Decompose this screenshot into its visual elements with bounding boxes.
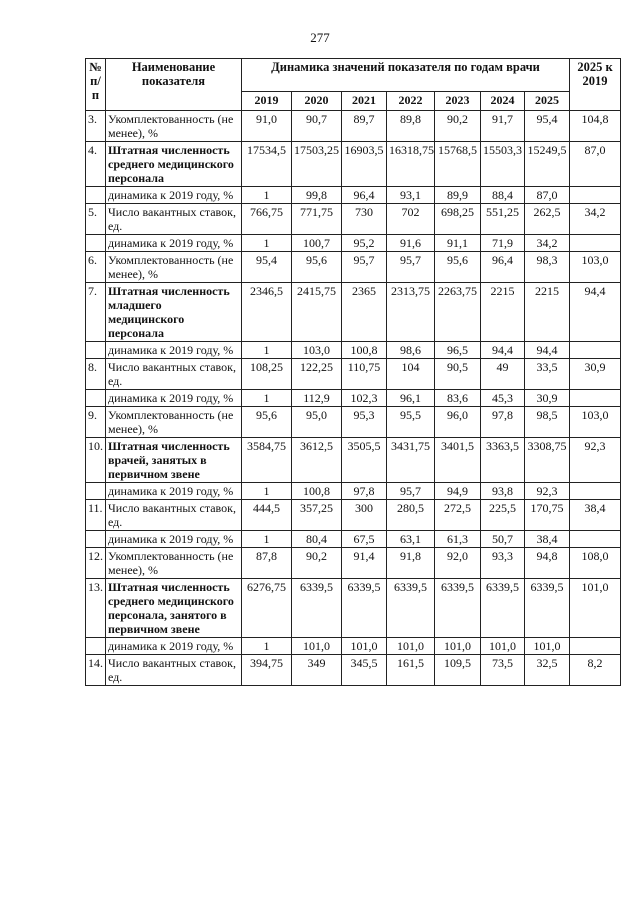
value-cell: 101,0 <box>435 638 481 655</box>
value-cell: 6339,5 <box>525 579 570 638</box>
value-cell: 3401,5 <box>435 438 481 483</box>
row-number: 5. <box>86 204 106 235</box>
value-cell: 100,8 <box>342 342 387 359</box>
ratio-2025-to-2019: 30,9 <box>570 359 621 390</box>
value-cell: 50,7 <box>481 531 525 548</box>
value-cell: 349 <box>292 655 342 686</box>
value-cell: 702 <box>387 204 435 235</box>
value-cell: 15503,3 <box>481 142 525 187</box>
ratio-2025-to-2019: 101,0 <box>570 579 621 638</box>
ratio-2025-to-2019: 38,4 <box>570 500 621 531</box>
value-cell: 99,8 <box>292 187 342 204</box>
indicator-name: динамика к 2019 году, % <box>106 483 242 500</box>
indicator-name: Штатная численность младшего медицинского персонала <box>106 283 242 342</box>
value-cell: 6339,5 <box>481 579 525 638</box>
row-number <box>86 342 106 359</box>
value-cell: 1 <box>242 390 292 407</box>
row-number: 7. <box>86 283 106 342</box>
value-cell: 16903,5 <box>342 142 387 187</box>
value-cell: 97,8 <box>342 483 387 500</box>
value-cell: 17503,25 <box>292 142 342 187</box>
table-body <box>86 111 621 686</box>
value-cell: 3505,5 <box>342 438 387 483</box>
page-number: 277 <box>310 30 330 45</box>
value-cell: 2215 <box>481 283 525 342</box>
table-row <box>86 187 621 204</box>
value-cell: 90,7 <box>292 111 342 142</box>
table-row <box>86 111 621 142</box>
value-cell: 45,3 <box>481 390 525 407</box>
value-cell: 91,6 <box>387 235 435 252</box>
table-row <box>86 342 621 359</box>
row-number: 8. <box>86 359 106 390</box>
header-dynamics: Динамика значений показателя по годам врачи <box>242 59 570 92</box>
indicator-name: Штатная численность среднего медицинского персонала, занятого в первичном звене <box>106 579 242 638</box>
indicator-name: Укомплектованность (не менее), % <box>106 407 242 438</box>
value-cell: 1 <box>242 483 292 500</box>
value-cell: 101,0 <box>525 638 570 655</box>
row-number <box>86 483 106 500</box>
value-cell: 170,75 <box>525 500 570 531</box>
value-cell: 61,3 <box>435 531 481 548</box>
table-row <box>86 638 621 655</box>
ratio-2025-to-2019 <box>570 235 621 252</box>
value-cell: 551,25 <box>481 204 525 235</box>
value-cell: 94,4 <box>481 342 525 359</box>
value-cell: 2263,75 <box>435 283 481 342</box>
value-cell: 112,9 <box>292 390 342 407</box>
table-row <box>86 283 621 342</box>
table-header <box>86 59 621 111</box>
value-cell: 96,4 <box>342 187 387 204</box>
row-number: 11. <box>86 500 106 531</box>
value-cell: 15249,5 <box>525 142 570 187</box>
value-cell: 6339,5 <box>342 579 387 638</box>
value-cell: 730 <box>342 204 387 235</box>
value-cell: 93,8 <box>481 483 525 500</box>
value-cell: 92,3 <box>525 483 570 500</box>
value-cell: 6339,5 <box>292 579 342 638</box>
ratio-2025-to-2019: 87,0 <box>570 142 621 187</box>
header-year-2022: 2022 <box>387 92 435 111</box>
ratio-2025-to-2019 <box>570 531 621 548</box>
value-cell: 49 <box>481 359 525 390</box>
value-cell: 33,5 <box>525 359 570 390</box>
value-cell: 766,75 <box>242 204 292 235</box>
value-cell: 89,8 <box>387 111 435 142</box>
row-number <box>86 531 106 548</box>
ratio-2025-to-2019: 103,0 <box>570 252 621 283</box>
ratio-2025-to-2019 <box>570 638 621 655</box>
value-cell: 104 <box>387 359 435 390</box>
header-2025-vs-2019: 2025 к 2019 <box>570 59 621 111</box>
value-cell: 110,75 <box>342 359 387 390</box>
value-cell: 100,7 <box>292 235 342 252</box>
value-cell: 3363,5 <box>481 438 525 483</box>
value-cell: 2313,75 <box>387 283 435 342</box>
value-cell: 108,25 <box>242 359 292 390</box>
value-cell: 2215 <box>525 283 570 342</box>
value-cell: 92,0 <box>435 548 481 579</box>
value-cell: 262,5 <box>525 204 570 235</box>
value-cell: 90,5 <box>435 359 481 390</box>
value-cell: 225,5 <box>481 500 525 531</box>
ratio-2025-to-2019 <box>570 483 621 500</box>
row-number: 12. <box>86 548 106 579</box>
row-number: 10. <box>86 438 106 483</box>
table-row <box>86 142 621 187</box>
value-cell: 96,1 <box>387 390 435 407</box>
indicator-name: динамика к 2019 году, % <box>106 638 242 655</box>
value-cell: 101,0 <box>342 638 387 655</box>
value-cell: 96,5 <box>435 342 481 359</box>
value-cell: 91,8 <box>387 548 435 579</box>
table-row <box>86 390 621 407</box>
value-cell: 122,25 <box>292 359 342 390</box>
value-cell: 34,2 <box>525 235 570 252</box>
value-cell: 101,0 <box>292 638 342 655</box>
indicator-name: Укомплектованность (не менее), % <box>106 111 242 142</box>
indicator-name: Укомплектованность (не менее), % <box>106 252 242 283</box>
value-cell: 3612,5 <box>292 438 342 483</box>
value-cell: 17534,5 <box>242 142 292 187</box>
table-row <box>86 500 621 531</box>
table-row <box>86 204 621 235</box>
value-cell: 71,9 <box>481 235 525 252</box>
value-cell: 98,3 <box>525 252 570 283</box>
table-row <box>86 235 621 252</box>
table-row <box>86 655 621 686</box>
value-cell: 3584,75 <box>242 438 292 483</box>
header-year-2019: 2019 <box>242 92 292 111</box>
indicator-name: динамика к 2019 году, % <box>106 342 242 359</box>
value-cell: 93,3 <box>481 548 525 579</box>
value-cell: 280,5 <box>387 500 435 531</box>
value-cell: 1 <box>242 638 292 655</box>
value-cell: 98,6 <box>387 342 435 359</box>
value-cell: 95,6 <box>292 252 342 283</box>
value-cell: 109,5 <box>435 655 481 686</box>
ratio-2025-to-2019: 8,2 <box>570 655 621 686</box>
indicator-name: Штатная численность среднего медицинского персонала <box>106 142 242 187</box>
value-cell: 30,9 <box>525 390 570 407</box>
value-cell: 94,8 <box>525 548 570 579</box>
value-cell: 95,7 <box>387 252 435 283</box>
ratio-2025-to-2019 <box>570 342 621 359</box>
indicator-name: динамика к 2019 году, % <box>106 390 242 407</box>
value-cell: 38,4 <box>525 531 570 548</box>
row-number: 3. <box>86 111 106 142</box>
value-cell: 95,7 <box>342 252 387 283</box>
table-row <box>86 438 621 483</box>
header-year-2021: 2021 <box>342 92 387 111</box>
table-row <box>86 407 621 438</box>
header-year-2025: 2025 <box>525 92 570 111</box>
row-number <box>86 187 106 204</box>
indicator-name: Штатная численность врачей, занятых в первичном звене <box>106 438 242 483</box>
value-cell: 1 <box>242 235 292 252</box>
value-cell: 2415,75 <box>292 283 342 342</box>
value-cell: 6339,5 <box>387 579 435 638</box>
value-cell: 272,5 <box>435 500 481 531</box>
value-cell: 90,2 <box>435 111 481 142</box>
value-cell: 771,75 <box>292 204 342 235</box>
ratio-2025-to-2019 <box>570 390 621 407</box>
value-cell: 32,5 <box>525 655 570 686</box>
header-year-2024: 2024 <box>481 92 525 111</box>
indicator-name: динамика к 2019 году, % <box>106 235 242 252</box>
header-number: № п/п <box>86 59 106 111</box>
value-cell: 3431,75 <box>387 438 435 483</box>
value-cell: 96,4 <box>481 252 525 283</box>
ratio-2025-to-2019: 34,2 <box>570 204 621 235</box>
value-cell: 95,5 <box>387 407 435 438</box>
value-cell: 95,6 <box>242 407 292 438</box>
value-cell: 6276,75 <box>242 579 292 638</box>
ratio-2025-to-2019: 92,3 <box>570 438 621 483</box>
ratio-2025-to-2019 <box>570 187 621 204</box>
row-number: 9. <box>86 407 106 438</box>
value-cell: 98,5 <box>525 407 570 438</box>
value-cell: 94,9 <box>435 483 481 500</box>
value-cell: 1 <box>242 342 292 359</box>
ratio-2025-to-2019: 104,8 <box>570 111 621 142</box>
value-cell: 89,7 <box>342 111 387 142</box>
value-cell: 15768,5 <box>435 142 481 187</box>
indicator-name: динамика к 2019 году, % <box>106 531 242 548</box>
value-cell: 83,6 <box>435 390 481 407</box>
table-row <box>86 579 621 638</box>
row-number <box>86 638 106 655</box>
value-cell: 95,6 <box>435 252 481 283</box>
value-cell: 16318,75 <box>387 142 435 187</box>
value-cell: 96,0 <box>435 407 481 438</box>
indicator-name: Укомплектованность (не менее), % <box>106 548 242 579</box>
value-cell: 80,4 <box>292 531 342 548</box>
value-cell: 95,4 <box>525 111 570 142</box>
value-cell: 6339,5 <box>435 579 481 638</box>
row-number: 13. <box>86 579 106 638</box>
ratio-2025-to-2019: 108,0 <box>570 548 621 579</box>
ratio-2025-to-2019: 103,0 <box>570 407 621 438</box>
value-cell: 91,4 <box>342 548 387 579</box>
value-cell: 95,4 <box>242 252 292 283</box>
value-cell: 161,5 <box>387 655 435 686</box>
table-row <box>86 548 621 579</box>
header-year-2023: 2023 <box>435 92 481 111</box>
value-cell: 73,5 <box>481 655 525 686</box>
table-row <box>86 252 621 283</box>
value-cell: 2365 <box>342 283 387 342</box>
indicators-table <box>85 58 621 686</box>
value-cell: 87,8 <box>242 548 292 579</box>
value-cell: 100,8 <box>292 483 342 500</box>
value-cell: 89,9 <box>435 187 481 204</box>
value-cell: 3308,75 <box>525 438 570 483</box>
row-number <box>86 390 106 407</box>
value-cell: 94,4 <box>525 342 570 359</box>
value-cell: 97,8 <box>481 407 525 438</box>
value-cell: 394,75 <box>242 655 292 686</box>
header-year-2020: 2020 <box>292 92 342 111</box>
value-cell: 101,0 <box>481 638 525 655</box>
value-cell: 95,0 <box>292 407 342 438</box>
indicator-name: Число вакантных ставок, ед. <box>106 359 242 390</box>
indicator-name: Число вакантных ставок, ед. <box>106 655 242 686</box>
value-cell: 300 <box>342 500 387 531</box>
value-cell: 1 <box>242 187 292 204</box>
table-row <box>86 531 621 548</box>
value-cell: 67,5 <box>342 531 387 548</box>
value-cell: 95,3 <box>342 407 387 438</box>
value-cell: 1 <box>242 531 292 548</box>
value-cell: 95,2 <box>342 235 387 252</box>
row-number <box>86 235 106 252</box>
value-cell: 357,25 <box>292 500 342 531</box>
value-cell: 444,5 <box>242 500 292 531</box>
value-cell: 91,1 <box>435 235 481 252</box>
row-number: 6. <box>86 252 106 283</box>
value-cell: 698,25 <box>435 204 481 235</box>
value-cell: 103,0 <box>292 342 342 359</box>
indicator-name: динамика к 2019 году, % <box>106 187 242 204</box>
value-cell: 95,7 <box>387 483 435 500</box>
value-cell: 101,0 <box>387 638 435 655</box>
value-cell: 87,0 <box>525 187 570 204</box>
row-number: 14. <box>86 655 106 686</box>
table-row <box>86 359 621 390</box>
value-cell: 91,7 <box>481 111 525 142</box>
ratio-2025-to-2019: 94,4 <box>570 283 621 342</box>
value-cell: 345,5 <box>342 655 387 686</box>
row-number: 4. <box>86 142 106 187</box>
value-cell: 91,0 <box>242 111 292 142</box>
value-cell: 90,2 <box>292 548 342 579</box>
value-cell: 63,1 <box>387 531 435 548</box>
header-indicator-name: Наименование показателя <box>106 59 242 111</box>
value-cell: 2346,5 <box>242 283 292 342</box>
table-row <box>86 483 621 500</box>
value-cell: 88,4 <box>481 187 525 204</box>
indicator-name: Число вакантных ставок, ед. <box>106 500 242 531</box>
value-cell: 102,3 <box>342 390 387 407</box>
indicator-name: Число вакантных ставок, ед. <box>106 204 242 235</box>
value-cell: 93,1 <box>387 187 435 204</box>
